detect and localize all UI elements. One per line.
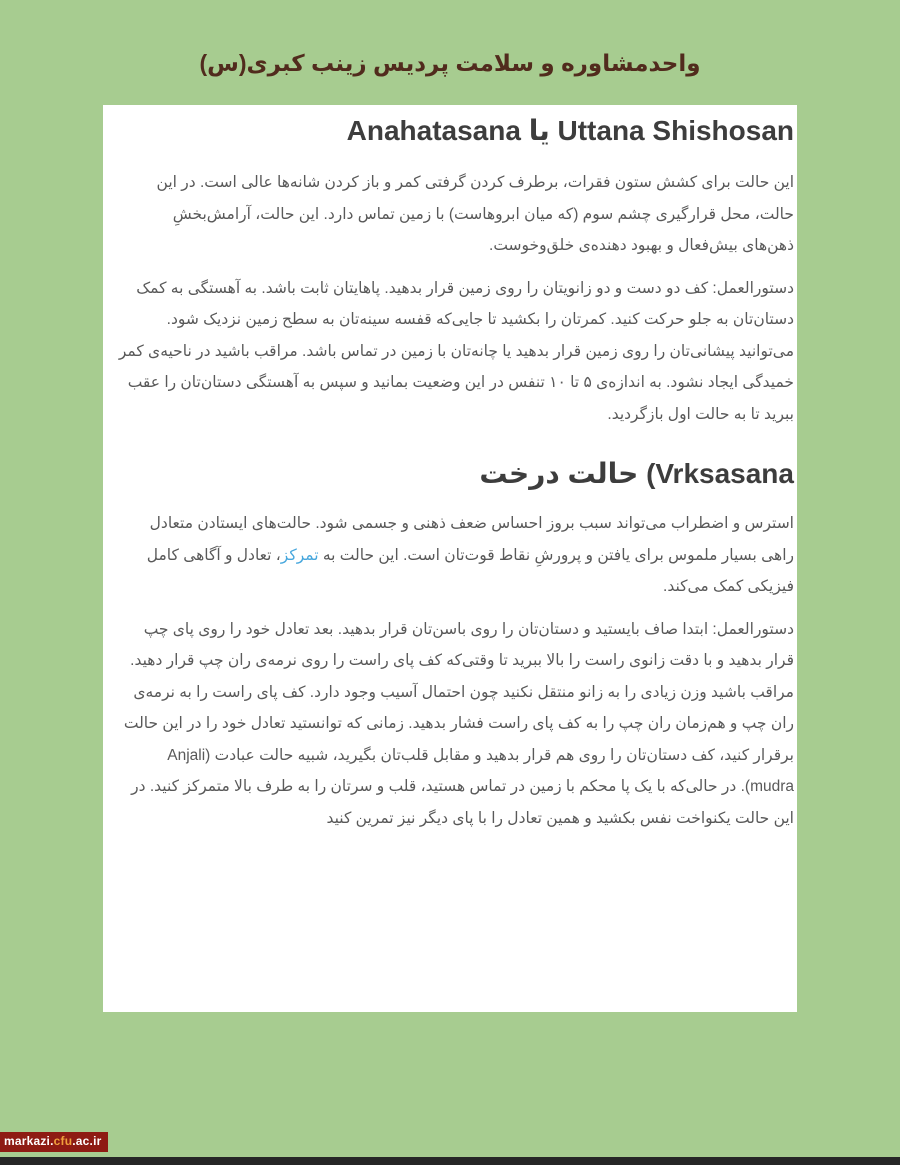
heading-uttana-shishosan: Uttana Shishosan یا Anahatasana [346,115,794,146]
content-card [103,105,797,1012]
page-title: واحدمشاوره و سلامت پردیس زینب کبری(س) [199,50,701,76]
vrksasana-intro-text-after-link: ، تعادل و آگاهی کامل فیزیکی کمک می‌کند. [146,546,794,595]
paragraph-vrksasana-instructions: دستورالعمل: ابتدا صاف بایستید و دستان‌تان را روی باسن‌تان قرار بدهید. بعد تعادل خود را روی پای چپ قرار بدهید و با دقت زانوی راست را بالا ببرید تا وقتی‌که کف پای راست را روی نرمه‌ی ران چپ قرار دهید. مراقب باشید وزن زیادی را به زانو منتقل نکنید چون احتمال آسیب وجود دارد. کف پای راست را به نرمه‌ی ران چپ و هم‌زمان ران چپ را به کف پای راست فشار بدهید. زمانی که توانستید تعادل خود را در این حالت برقرار کنید، کف دستان‌تان را روی هم قرار بدهید و مقابل قلب‌تان بگیرید، شبیه حالت عبادت (Anjali mudra). در حالی‌که با یک پا محکم با زمین در تماس هستید، قلب و سرتان را به طرف بالا متمرکز کنید. در این حالت یکنواخت نفس بکشید و همین تعادل را با پای دیگر نیز تمرین کنید [123,620,794,827]
watermark-prefix: markazi. [4,1134,54,1148]
focus-link[interactable]: تمرکز [280,546,319,564]
watermark-suffix: .ac.ir [72,1134,102,1148]
paragraph-vrksasana-intro [117,508,794,603]
watermark-badge [0,1132,108,1152]
paragraph-anahatasana-instructions: دستورالعمل: کف دو دست و دو زانویتان را روی زمین قرار بدهید. پاهایتان ثابت باشد. به آهستگی به کمک دستان‌تان به جلو حرکت کنید. کمرتان را بکشید تا جایی‌که قفسه سینه‌تان به سطح زمین نزدیک شود. می‌توانید پیشانی‌تان را روی زمین قرار بدهید یا چانه‌تان با زمین در تماس باشد. مراقب باشید در ناحیه‌ی کمر خمیدگی ایجاد نشود. به اندازه‌ی ۵ تا ۱۰ تنفس در این وضعیت بمانید و سپس به آهستگی دستان‌تان را عقب ببرید تا به حالت اول بازگردید. [118,279,794,423]
heading-vrksasana: Vrksasana) حالت درخت [479,458,794,489]
bottom-bar [0,1157,900,1165]
watermark-highlight: cfu [53,1134,73,1148]
paragraph-anahatasana-intro: این حالت برای کشش ستون فقرات، برطرف کردن گرفتی کمر و باز کردن شانه‌ها عالی است. در این حالت، محل قرارگیری چشم سوم (که میان ابروهاست) با زمین تماس دارد. این حالت، آرامش‌بخشِ ذهن‌های بیش‌فعال و بهبود دهنده‌ی خلق‌وخوست. [156,174,794,254]
vrksasana-intro-text-before-link: استرس و اضطراب می‌تواند سبب بروز احساس ضعف ذهنی و جسمی شود. حالت‌های ایستادن متعادل راهی بسیار ملموس برای یافتن و پرورشِ نقاط قوت‌تان است. این حالت به [149,515,794,564]
